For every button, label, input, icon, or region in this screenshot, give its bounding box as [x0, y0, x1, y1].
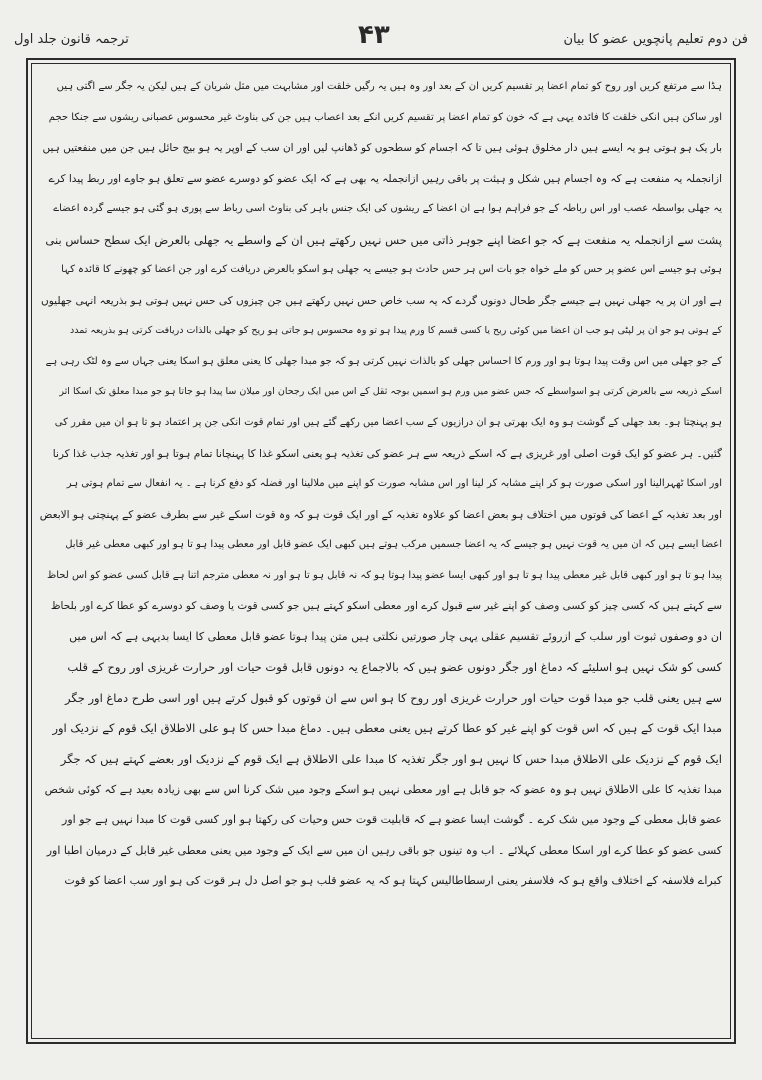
text-line: سے ہیں یعنی قلب جو مبدا قوت حیات اور حرارت غریزی اور روح کا ہو اس سے ان قوتوں کو قبول کرتے ہیں اور اسی طرح دماغ اور جگر: [65, 690, 722, 705]
text-line: کسی کو شک نہیں ہو اسلیئے کہ دماغ اور جگر دونوں عضو ہیں کہ بالاجماع یہ دونوں قابل قوت حیات اور حرارت غریزی اور روح کے قلب: [67, 660, 722, 675]
text-line: بار یک ہو ہوتی ہو یہ ایسے ہیں دار مخلوق ہوئی ہیں تا کہ اجسام کو سطحوں کو ڈھانپ لیں اور ان سب کے اوپر یہ ہو بیج حائل ہیں جن میں منفعتیں ہیں: [42, 142, 722, 155]
text-line: ہو پہنچتا ہو۔ بعد جھلی کے گوشت ہو وہ ایک بھرتی ہو ان درازیوں کے سب اعضا میں رکھے گئے ہیں اور تمام قوت انکی جن پر اعتماد ہو تا ہو ان میں مقرر کی: [54, 417, 722, 429]
running-title-right: فن دوم تعلیم پانچویں عضو کا بیان: [563, 32, 748, 47]
text-line: اور بعد تغذیہ کے اعضا کی قوتوں میں اختلاف ہو بعض اعضا کو علاوہ تغذیہ کے اور ایک قوت ہو کہ وہ قوت اسکے غیر سے بطرف عضو کے پہنچتی ہو الابعض: [40, 508, 722, 521]
text-line: اور ساکن ہیں انکی خلقت کا فائدہ یہی ہے کہ خون کو تمام اعضا پر تقسیم کریں انکے بعد اعصاب ہیں جن کی بناوٹ غیر محسوس عصبانی ریشوں سے جنکا حجم: [48, 111, 722, 123]
text-line: اعضا ایسے ہیں کہ ان میں یہ قوت نہیں ہو جیسے کہ یہ اعضا جسمیں مرکب ہوتے ہیں کبھی ایک عضو قابل اور معطی پیدا ہو تا ہو اور کبھی معطی غیر قابل: [65, 539, 722, 551]
text-line: اسکے ذریعہ سے بالعرض کرتی ہو اسواسطے کہ جس عضو میں ورم ہو اسمیں بوجہ ثقل کے اس میں ایک رجحان اور میلان سا پیدا ہو جاتا ہو جو مبدا معلق تک اسکا اثر: [59, 386, 722, 398]
text-line: ایک قوم کے نزدیک علی الاطلاق مبدا حس کا نہیں ہو اور جگر تغذیہ کا مبدا علی الاطلاق ہے ایک قوم کے نزدیک اور بعضے کہتے ہیں کہ جگر: [60, 752, 722, 767]
body-text: [40, 72, 722, 1030]
text-line: ازانجملہ یہ منفعت ہے کہ وہ اجسام ہیں شکل و ہیئت پر باقی رہیں ازانجملہ یہ بھی ہے کہ ایک عضو کو دوسرے عضو سے تعلق ہو جاوے اور ربط پیدا کرے: [48, 172, 722, 185]
page-header: [12, 18, 750, 52]
text-line: مبدا ایک قوت کے ہیں کہ اس قوت کو اپنے غیر کو عطا کرتے ہیں یعنی معطی ہیں۔ دماغ مبدا حس کا ہو علی الاطلاق ایک قوم کے نزدیک اور: [52, 721, 722, 736]
text-line: پیدا ہو تا ہو اور کبھی قابل غیر معطی پیدا ہو تا ہو اور کبھی ایسا عضو پیدا ہوتا ہو کہ نہ قابل ہو تا ہو اور نہ معطی مترجم اتنا ہے قابل کسی عضو کو اس لحاظ: [47, 569, 722, 581]
text-line: سے کہتے ہیں کہ کسی چیز کو کسی وصف کو اپنے غیر سے قبول کرے اور معطی اسکو کہتے ہیں جو کسی قوت یا وصف کو دوسرے کو عطا کرے اور بلحاظ: [50, 600, 722, 613]
text-line: کے جو جھلی میں اس وقت پیدا ہوتا ہو اور ورم کا احساس جھلی کو بالذات نہیں کرتی ہو کہ جو مبدا جھلی کا یعنی معلق ہو اسکا یعنی جہاں سے وہ لٹک رہی ہے: [45, 355, 722, 367]
text-line: کے ہوتی ہو جو ان پر لپٹی ہو جب ان اعضا میں کوئی ریح یا کسی قسم کا ورم پیدا ہو تو وہ محسوس ہو جاتی ہو ریح کو جھلی بالذات دریافت کرتی ہو بذریعہ تمدد: [70, 325, 722, 337]
text-line: عضو قابل معطی کے وجود میں شک کرے ۔ گوشت ایسا عضو ہے کہ قابلیت قوت حس وحیات کی رکھتا ہو اور کسی قوت کا مبدا نہیں ہے جو اور: [62, 813, 722, 827]
text-line: ہے اور ان پر یہ جھلی نہیں ہے جیسے جگر طحال دونوں گردے کہ یہ سب خاص حس نہیں رکھتے ہیں جن چیزوں کی حس نہیں ہوتی ہو بذریعہ انہی جھلیوں: [41, 294, 722, 307]
text-line: ہڈا سے مرتفع کریں اور روح کو تمام اعضا پر تقسیم کریں ان کے بعد اور وہ ہیں یہ رگیں خلقت اور مشابہت میں مثل شریان کے ہیں لیکن یہ جگر سے اگتی ہیں: [56, 81, 722, 92]
text-line: کسی عضو کو عطا کرے اور اسکا معطی کہلائے ۔ اب وہ تینوں جو باقی رہیں ان میں سے ایک کے وجود میں یعنی معطی غیر قابل کے درمیان اطبا اور: [46, 843, 722, 857]
text-line: گئیں۔ ہر عضو کو ایک قوت اصلی اور غریزی ہے کہ اسکے ذریعہ سے ہر عضو کی تغذیہ ہو یعنی اسکو غذا کا پہنچانا تمام ہوتا ہو اور تغذیہ جذب غذا کرنا: [52, 447, 722, 460]
text-line: یہ جھلی بواسطہ عصب اور اس رباطہ کے جو فراہم ہوا ہے ان اعضا کے ریشوں کی ایک جنس باہر کی بناوٹ اسی رباط سے پوری ہو گئی ہو جیسے گردہ اعضاے: [53, 203, 722, 215]
page-number: ۴۳: [358, 20, 390, 50]
text-line: پشت سے ازانجملہ یہ منفعت ہے کہ جو اعضا اپنے جوہر ذاتی میں حس نہیں رکھتے ہیں ان کے واسطے یہ جھلی بالعرض ایک سطح حساس بنی: [45, 232, 722, 247]
text-line: ان دو وصفوں ثبوت اور سلب کے ازروئے تقسیم عقلی یہی چار صورتیں نکلتی ہیں متن پیدا ہوتا عضو قابل معطی کا ایسا بدیہی ہے کہ اس میں: [69, 629, 722, 643]
running-title-left: ترجمہ قانون جلد اول: [14, 32, 129, 47]
text-line: ہوئی ہو جیسے اس عضو پر حس کو ملے خواہ جو بات اس ہر حس حادث ہو جیسے یہ جھلی ہو اسکو بالعرض دریافت کرے اور جن اعضا کو چھونے کا قائدہ کہا: [61, 264, 722, 276]
text-line: مبدا تغذیہ کا علی الاطلاق نہیں ہو وہ عضو کہ جو قابل ہے اور معطی نہیں ہو اسکے وجود میں شک کرنا اس سے بھی زیادہ بعید ہے کہ کوئی شخص: [44, 782, 722, 796]
text-line: اور اسکا ٹھہرالینا اور اسکی صورت ہو کر اپنے مشابہ کر لینا اور اس مشابہ صورت کو اپنے میں ملالینا اور فضلہ کو دفع کرنا ہے ۔ یہ انفعال سے تمام ہوتی ہر: [66, 478, 722, 490]
text-line: کبراے فلاسفہ کے اختلاف واقع ہو کہ فلاسفر یعنی ارسطاطالیس کہتا ہو کہ یہ عضو قلب ہو جو اصل دل ہر قوت کی ہو اور سب اعضا کو قوت: [64, 874, 722, 888]
